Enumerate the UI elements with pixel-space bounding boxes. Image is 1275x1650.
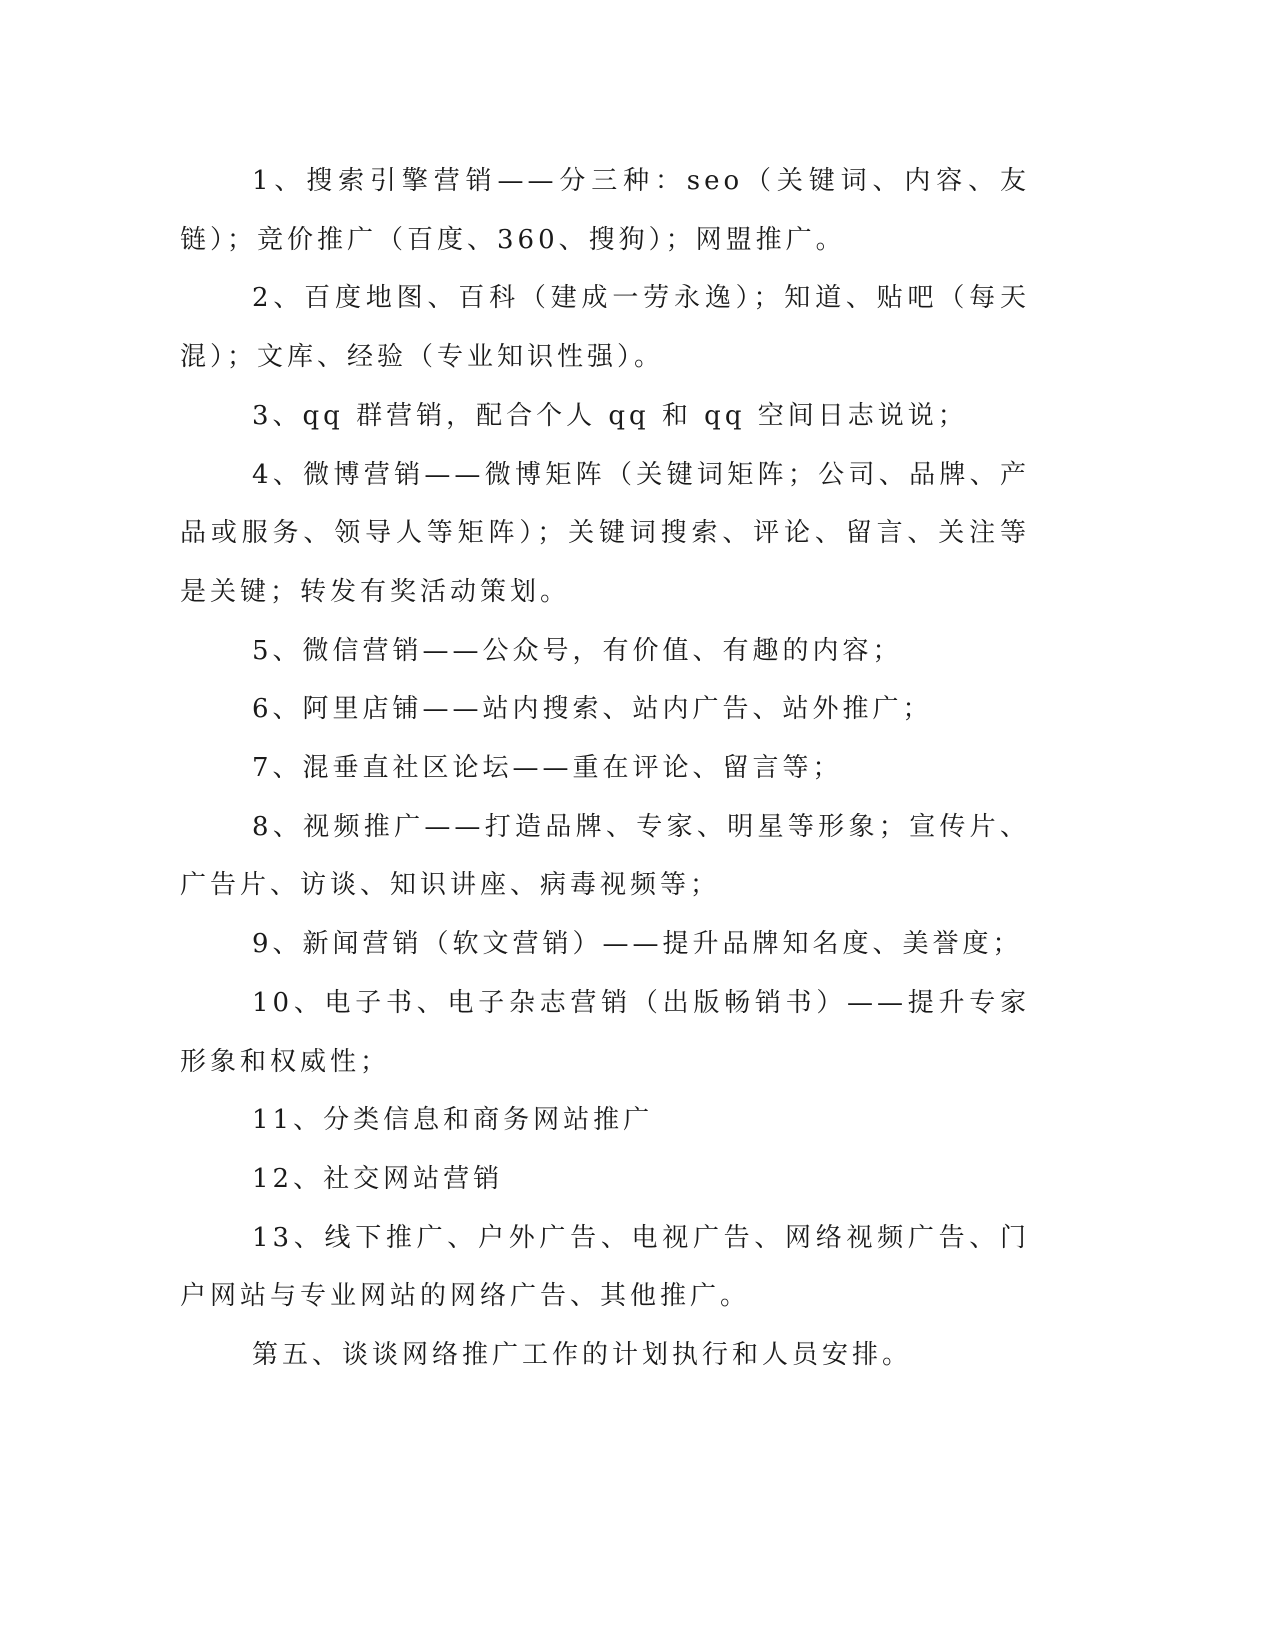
- paragraph-9: 9、新闻营销（软文营销）——提升品牌知名度、美誉度；: [252, 929, 1023, 960]
- paragraph-8: 8、视频推广——打造品牌、专家、明星等形象；宣传片、广告片、访谈、知识讲座、病毒视频等；: [180, 811, 1030, 901]
- paragraph-3: 3、qq 群营销，配合个人 qq 和 qq 空间日志说说；: [252, 400, 968, 431]
- paragraph-2: 2、百度地图、百科（建成一劳永逸）；知道、贴吧（每天混）；文库、经验（专业知识性强）。: [180, 283, 1030, 373]
- paragraph-14: 第五、谈谈网络推广工作的计划执行和人员安排。: [252, 1340, 913, 1371]
- paragraph-13: 13、线下推广、户外广告、电视广告、网络视频广告、门户网站与专业网站的网络广告、其他推广。: [180, 1222, 1030, 1312]
- document-body: [180, 152, 1030, 1385]
- paragraph-5: 5、微信营销——公众号，有价值、有趣的内容；: [252, 635, 903, 666]
- paragraph-1: 1、搜索引擎营销——分三种：seo（关键词、内容、友链）；竞价推广（百度、360、搜狗）；网盟推广。: [180, 166, 1030, 255]
- paragraph-6: 6、阿里店铺——站内搜索、站内广告、站外推广；: [252, 694, 933, 725]
- paragraph-4: 4、微博营销——微博矩阵（关键词矩阵；公司、品牌、产品或服务、领导人等矩阵）；关键词搜索、评论、留言、关注等是关键；转发有奖活动策划。: [180, 459, 1030, 607]
- paragraph-12: 12、社交网站营销: [252, 1163, 504, 1194]
- paragraph-10: 10、电子书、电子杂志营销（出版畅销书）——提升专家形象和权威性；: [180, 987, 1030, 1077]
- paragraph-7: 7、混垂直社区论坛——重在评论、留言等；: [252, 753, 843, 784]
- paragraph-11: 11、分类信息和商务网站推广: [252, 1105, 654, 1136]
